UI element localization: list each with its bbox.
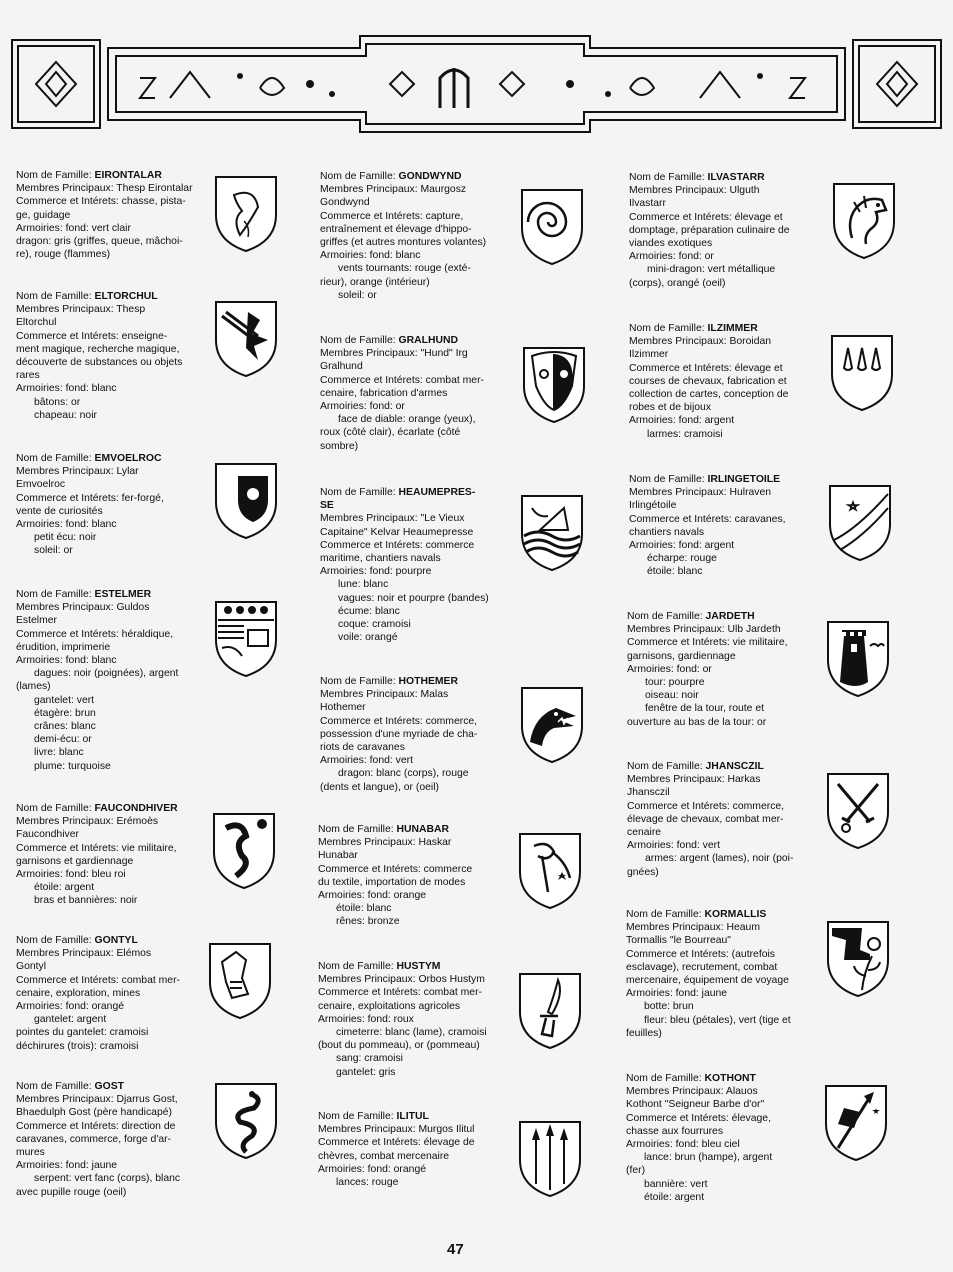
family-line: Membres Principaux: Djarrus Gost,: [16, 1094, 178, 1106]
family-line: Commerce et Intérets: vie militaire,: [627, 637, 788, 649]
shield-kormallis: [826, 920, 890, 998]
family-line: Commerce et Intérets: combat mer-: [16, 974, 180, 986]
banner-right-panel: [853, 40, 941, 128]
family-line: Gralhund: [320, 361, 363, 373]
family-line: chèvres, combat mercenaire: [318, 1150, 450, 1162]
family-line: Hothemer: [320, 702, 366, 714]
family-line: pointes du gantelet: cramoisi: [16, 1027, 149, 1039]
family-line: cenaire: [627, 827, 662, 839]
family-heading: Nom de Famille: ILITUL: [318, 1111, 429, 1122]
family-line: Armoiries: fond: vert: [320, 755, 413, 767]
shield-ilitul: [518, 1120, 582, 1198]
decorative-banner: [10, 28, 943, 138]
family-line: écume: blanc: [338, 605, 400, 617]
family-entry-gondwynd: [320, 170, 520, 302]
family-line: (fer): [626, 1165, 646, 1177]
family-line: Commerce et Intérets: élevage et: [629, 211, 783, 223]
family-line: Membres Principaux: "Le Vieux: [320, 513, 465, 525]
family-line: lances: rouge: [336, 1177, 399, 1189]
family-line: vente de curiosités: [16, 505, 103, 517]
family-line: Membres Principaux: Orbos Hustym: [318, 974, 485, 986]
family-line: garnisons, gardiennage: [627, 650, 736, 662]
family-entry-ilvastarr: [629, 171, 829, 290]
family-heading: Nom de Famille: KORMALLIS: [626, 909, 767, 920]
family-line: chasse aux fourrures: [626, 1125, 724, 1137]
family-line: étoile: blanc: [647, 566, 703, 578]
family-line: vagues: noir et pourpre (bandes): [338, 592, 489, 604]
shield-ilvastarr: [832, 182, 896, 260]
family-line: dagues: noir (poignées), argent: [34, 668, 179, 680]
family-line: Commerce et Intérets: commerce: [318, 863, 473, 875]
family-line: Membres Principaux: "Hund" Irg: [320, 348, 468, 360]
family-line: Membres Principaux: Ulb Jardeth: [627, 624, 781, 636]
family-line: mini-dragon: vert métallique: [647, 264, 776, 276]
banner-center-panel: [108, 36, 845, 132]
family-line: cimeterre: blanc (lame), cramoisi: [336, 1027, 487, 1039]
family-line: Membres Principaux: Malas: [320, 689, 449, 701]
family-line: Armoiries: fond: vert clair: [16, 222, 131, 234]
family-line: botte: brun: [644, 1001, 694, 1013]
family-line: Membres Principaux: Lylar: [16, 466, 139, 478]
family-line: gantelet: argent: [34, 1014, 107, 1026]
family-heading: Nom de Famille: EIRONTALAR: [16, 170, 162, 181]
family-heading: Nom de Famille: FAUCONDHIVER: [16, 803, 178, 814]
family-line: Membres Principaux: Ulguth: [629, 185, 760, 197]
family-line: Commerce et Intérets: vie militaire,: [16, 842, 177, 854]
family-line: chapeau: noir: [34, 409, 97, 421]
family-line: Ilvastarr: [629, 198, 666, 210]
family-line: tour: pourpre: [645, 677, 705, 689]
family-line: Ilzimmer: [629, 349, 669, 361]
family-line: Commerce et Intérets: fer-forgé,: [16, 492, 164, 504]
family-line: Membres Principaux: Thesp Eirontalar: [16, 183, 193, 195]
family-line: Armoiries: fond: pourpre: [320, 566, 432, 578]
family-line: bâtons: or: [34, 396, 81, 408]
family-line: (corps), orangé (oeil): [629, 277, 726, 289]
family-line: dragon: blanc (corps), rouge: [338, 768, 469, 780]
family-line: Membres Principaux: Boroidan: [629, 336, 772, 348]
family-line: voile: orangé: [338, 632, 398, 644]
family-heading: Nom de Famille: HUSTYM: [318, 961, 441, 972]
family-line: cenaire, exploration, mines: [16, 987, 141, 999]
family-line: du textile, importation de modes: [318, 876, 466, 888]
family-line: dragon: gris (griffes, queue, mâchoi-: [16, 236, 183, 248]
shield-faucondhiver: [212, 812, 276, 890]
family-line: ge, guidage: [16, 209, 71, 221]
family-line: face de diable: orange (yeux),: [338, 414, 476, 426]
family-line: courses de chevaux, fabrication et: [629, 375, 787, 387]
family-line: larmes: cramoisi: [647, 428, 723, 440]
family-line: élevage de chevaux, combat mer-: [627, 813, 784, 825]
family-line: avec pupille rouge (oeil): [16, 1186, 127, 1198]
family-line: sombre): [320, 440, 359, 452]
family-line: découverte de substances ou objets: [16, 357, 183, 369]
family-line: entraînement et élevage d'hippo-: [320, 223, 472, 235]
family-line: Irlingétoile: [629, 500, 677, 512]
family-line: Membres Principaux: Erémoès: [16, 816, 159, 828]
family-line: domptage, préparation culinaire de: [629, 224, 790, 236]
family-line: Commerce et Intérets: héraldique,: [16, 628, 174, 640]
family-line: Armoiries: fond: jaune: [626, 988, 728, 1000]
family-line: roux (côté clair), écarlate (côté: [320, 427, 461, 439]
shield-ilzimmer: [830, 334, 894, 412]
family-heading: Nom de Famille: GONTYL: [16, 935, 138, 946]
family-line: Commerce et Intérets: direction de: [16, 1120, 176, 1132]
family-line: petit écu: noir: [34, 532, 97, 544]
family-line: ment magique, recherche magique,: [16, 343, 180, 355]
banner-left-panel: [12, 40, 100, 128]
family-entry-gontyl: [16, 934, 216, 1053]
shield-heaumepresse: [520, 494, 584, 572]
family-line: Commerce et Intérets: capture,: [320, 210, 464, 222]
family-line: Armoiries: fond: blanc: [16, 383, 117, 395]
family-line: Commerce et Intérets: chasse, pista-: [16, 196, 186, 208]
family-line: Commerce et Intérets: commerce: [320, 539, 475, 551]
family-line: Armoiries: fond: or: [627, 663, 712, 675]
family-heading: Nom de Famille: KOTHONT: [626, 1073, 756, 1084]
shield-gontyl: [208, 942, 272, 1020]
family-line: Commerce et Intérets: commerce,: [627, 800, 785, 812]
shield-hustym: [518, 972, 582, 1050]
family-line: Capitaine" Kelvar Heaumepresse: [320, 526, 474, 538]
family-line: Membres Principaux: Hulraven: [629, 487, 772, 499]
family-line: oiseau: noir: [645, 690, 699, 702]
family-line: (bout du pommeau), or (pommeau): [318, 1040, 480, 1052]
family-line: soleil: or: [338, 289, 377, 301]
family-entry-ilitul: [318, 1110, 518, 1189]
family-entry-emvoelroc: [16, 452, 216, 558]
family-heading: Nom de Famille: GOST: [16, 1081, 124, 1092]
family-line: Commerce et Intérets: élevage et: [629, 362, 783, 374]
family-line: Tormallis "le Bourreau": [626, 935, 731, 947]
family-line: cenaire, exploitations agricoles: [318, 1000, 461, 1012]
family-line: plume: turquoise: [34, 760, 111, 772]
shield-eirontalar: [214, 175, 278, 253]
family-line: robes et de bijoux: [629, 402, 712, 414]
family-entry-faucondhiver: [16, 802, 216, 908]
family-line: Membres Principaux: Harkas: [627, 774, 761, 786]
family-line: bras et bannières: noir: [34, 895, 138, 907]
family-line: étagère: brun: [34, 707, 96, 719]
family-line: étoile: blanc: [336, 903, 392, 915]
family-line: Commerce et Intérets: élevage de: [318, 1137, 475, 1149]
family-entry-hunabar: [318, 823, 518, 929]
family-line: maritime, chantiers navals: [320, 553, 441, 565]
family-line: écharpe: rouge: [647, 553, 717, 565]
family-line: étoile: argent: [644, 1191, 705, 1203]
family-line: Commerce et Intérets: commerce,: [320, 715, 478, 727]
family-line: Hunabar: [318, 850, 358, 862]
family-heading: Nom de Famille: JHANSCZIL: [627, 761, 764, 772]
family-entry-gralhund: [320, 334, 520, 453]
family-entry-kormallis: [626, 908, 826, 1040]
family-line: Membres Principaux: Guldos: [16, 602, 150, 614]
family-line: Armoiries: fond: jaune: [16, 1160, 118, 1172]
family-line: Armoiries: fond: or: [629, 251, 714, 263]
family-line: Armoiries: fond: argent: [629, 415, 735, 427]
family-line: Membres Principaux: Thesp: [16, 304, 146, 316]
family-line: garnisons et gardiennage: [16, 855, 134, 867]
page-number: 47: [447, 1241, 464, 1258]
family-line: rieur), orange (intérieur): [320, 276, 430, 288]
family-line: viandes exotiques: [629, 238, 713, 250]
shield-gralhund: [522, 346, 586, 424]
family-line: bannière: vert: [644, 1178, 708, 1190]
family-line: Faucondhiver: [16, 829, 79, 841]
family-line: fenêtre de la tour, route et: [645, 703, 764, 715]
family-line: feuilles): [626, 1027, 662, 1039]
family-line: fleur: bleu (pétales), vert (tige et: [644, 1014, 791, 1026]
family-line: Armoiries: fond: bleu ciel: [626, 1139, 740, 1151]
family-heading: Nom de Famille: EMVOELROC: [16, 453, 162, 464]
shield-eltorchul: [214, 300, 278, 378]
family-heading: Nom de Famille: HOTHEMER: [320, 676, 458, 687]
family-line: Armoiries: fond: orangé: [318, 1163, 427, 1175]
family-line: Commerce et Intérets: combat mer-: [320, 374, 484, 386]
family-line: possession d'une myriade de cha-: [320, 728, 478, 740]
family-line: Armoiries: fond: blanc: [320, 250, 421, 262]
family-line: Membres Principaux: Elémos: [16, 948, 152, 960]
family-line: Commerce et Intérets: combat mer-: [318, 987, 482, 999]
family-line: re), rouge (flammes): [16, 249, 111, 261]
shield-emvoelroc: [214, 462, 278, 540]
family-entry-jardeth: [627, 610, 827, 729]
family-line: Commerce et Intérets: (autrefois: [626, 948, 775, 960]
shield-irlingetoile: [828, 484, 892, 562]
family-line: riots de caravanes: [320, 742, 405, 754]
family-entry-eirontalar: [16, 169, 216, 261]
family-line: Commerce et Intérets: caravanes,: [629, 513, 786, 525]
family-entry-estelmer: [16, 588, 216, 773]
family-line: gantelet: vert: [34, 694, 95, 706]
family-line: armes: argent (lames), noir (poi-: [645, 853, 794, 865]
family-heading: Nom de Famille: GRALHUND: [320, 335, 458, 346]
family-entry-irlingetoile: [629, 473, 829, 579]
family-line: Gondwynd: [320, 197, 370, 209]
family-line: caravanes, commerce, forge d'ar-: [16, 1133, 172, 1145]
shield-gondwynd: [520, 188, 584, 266]
family-line: mercenaire, équipement de voyage: [626, 975, 789, 987]
family-line: Armoiries: fond: bleu roi: [16, 869, 126, 881]
family-entry-gost: [16, 1080, 216, 1199]
family-heading: Nom de Famille: ILZIMMER: [629, 323, 758, 334]
family-line: lune: blanc: [338, 579, 389, 591]
family-entry-hothemer: [320, 675, 520, 794]
family-line: crânes: blanc: [34, 721, 96, 733]
family-heading: Nom de Famille: JARDETH: [627, 611, 755, 622]
family-line: collection de cartes, conception de: [629, 389, 789, 401]
family-heading: Nom de Famille: IRLINGETOILE: [629, 474, 781, 485]
family-line: Armoiries: fond: argent: [629, 540, 735, 552]
shield-kothont: [824, 1084, 888, 1162]
family-line: Emvoelroc: [16, 479, 66, 491]
family-line: Armoiries: fond: vert: [627, 840, 720, 852]
family-line: étoile: argent: [34, 882, 95, 894]
family-line: demi-écu: or: [34, 734, 92, 746]
shield-jhansczil: [826, 772, 890, 850]
family-line: ouverture au bas de la tour: or: [627, 716, 767, 728]
family-line: gnées): [627, 866, 659, 878]
family-heading: Nom de Famille: GONDWYND: [320, 171, 462, 182]
family-line: Membres Principaux: Murgos Ilitul: [318, 1124, 475, 1136]
family-line: livre: blanc: [34, 747, 84, 759]
family-entry-kothont: [626, 1072, 826, 1204]
family-line: Commerce et Intérets: élevage,: [626, 1112, 771, 1124]
shield-gost: [214, 1082, 278, 1160]
family-line: rênes: bronze: [336, 916, 400, 928]
shield-jardeth: [826, 620, 890, 698]
family-line: Bhaedulph Gost (père handicapé): [16, 1107, 172, 1119]
family-entry-eltorchul: [16, 290, 216, 422]
family-line: serpent: vert fanc (corps), blanc: [34, 1173, 181, 1185]
family-line: Armoiries: fond: or: [320, 401, 405, 413]
family-line: (lames): [16, 681, 51, 693]
family-heading: Nom de Famille: ESTELMER: [16, 589, 152, 600]
family-line: lance: brun (hampe), argent: [644, 1152, 773, 1164]
family-line: esclavage), recrutement, combat: [626, 961, 778, 973]
family-line: coque: cramoisi: [338, 619, 411, 631]
family-line: sang: cramoisi: [336, 1053, 403, 1065]
family-line: Armoiries: fond: blanc: [16, 519, 117, 531]
family-line: rares: [16, 370, 40, 382]
family-line: Armoiries: fond: roux: [318, 1013, 414, 1025]
family-line: Commerce et Intérets: enseigne-: [16, 330, 168, 342]
family-entry-jhansczil: [627, 760, 827, 879]
family-line: déchirures (trois): cramoisi: [16, 1040, 139, 1052]
family-line: Gontyl: [16, 961, 47, 973]
family-heading: Nom de Famille: HEAUMEPRES-: [320, 487, 476, 498]
family-line: Kothont "Seigneur Barbe d'or": [626, 1099, 765, 1111]
family-entry-heaumepresse: [320, 486, 520, 644]
family-line: (dents et langue), or (oeil): [320, 781, 439, 793]
family-line: gantelet: gris: [336, 1066, 396, 1078]
family-entry-hustym: [318, 960, 518, 1079]
family-line: érudition, imprimerie: [16, 641, 111, 653]
family-line: Estelmer: [16, 615, 57, 627]
family-heading: Nom de Famille: ILVASTARR: [629, 172, 765, 183]
family-line: Jhansczil: [627, 787, 670, 799]
family-line: Armoiries: fond: orangé: [16, 1001, 125, 1013]
family-line: Membres Principaux: Alauos: [626, 1086, 758, 1098]
family-line: Armoiries: fond: orange: [318, 890, 427, 902]
family-line: cenaire, fabrication d'armes: [320, 387, 448, 399]
family-line: vents tournants: rouge (exté-: [338, 263, 471, 275]
family-line: soleil: or: [34, 545, 73, 557]
shield-estelmer: [214, 600, 278, 678]
family-line: Membres Principaux: Maurgosz: [320, 184, 467, 196]
shield-hunabar: [518, 832, 582, 910]
family-line: chantiers navals: [629, 526, 705, 538]
family-entry-ilzimmer: [629, 322, 829, 441]
family-heading: Nom de Famille: ELTORCHUL: [16, 291, 158, 302]
family-heading-continued: SE: [320, 500, 334, 512]
family-line: griffes (et autres montures volantes): [320, 237, 487, 249]
family-line: Membres Principaux: Haskar: [318, 837, 452, 849]
shield-hothemer: [520, 686, 584, 764]
family-line: Eltorchul: [16, 317, 57, 329]
family-line: mures: [16, 1147, 45, 1159]
family-heading: Nom de Famille: HUNABAR: [318, 824, 450, 835]
family-line: Armoiries: fond: blanc: [16, 655, 117, 667]
family-line: Membres Principaux: Heaum: [626, 922, 760, 934]
